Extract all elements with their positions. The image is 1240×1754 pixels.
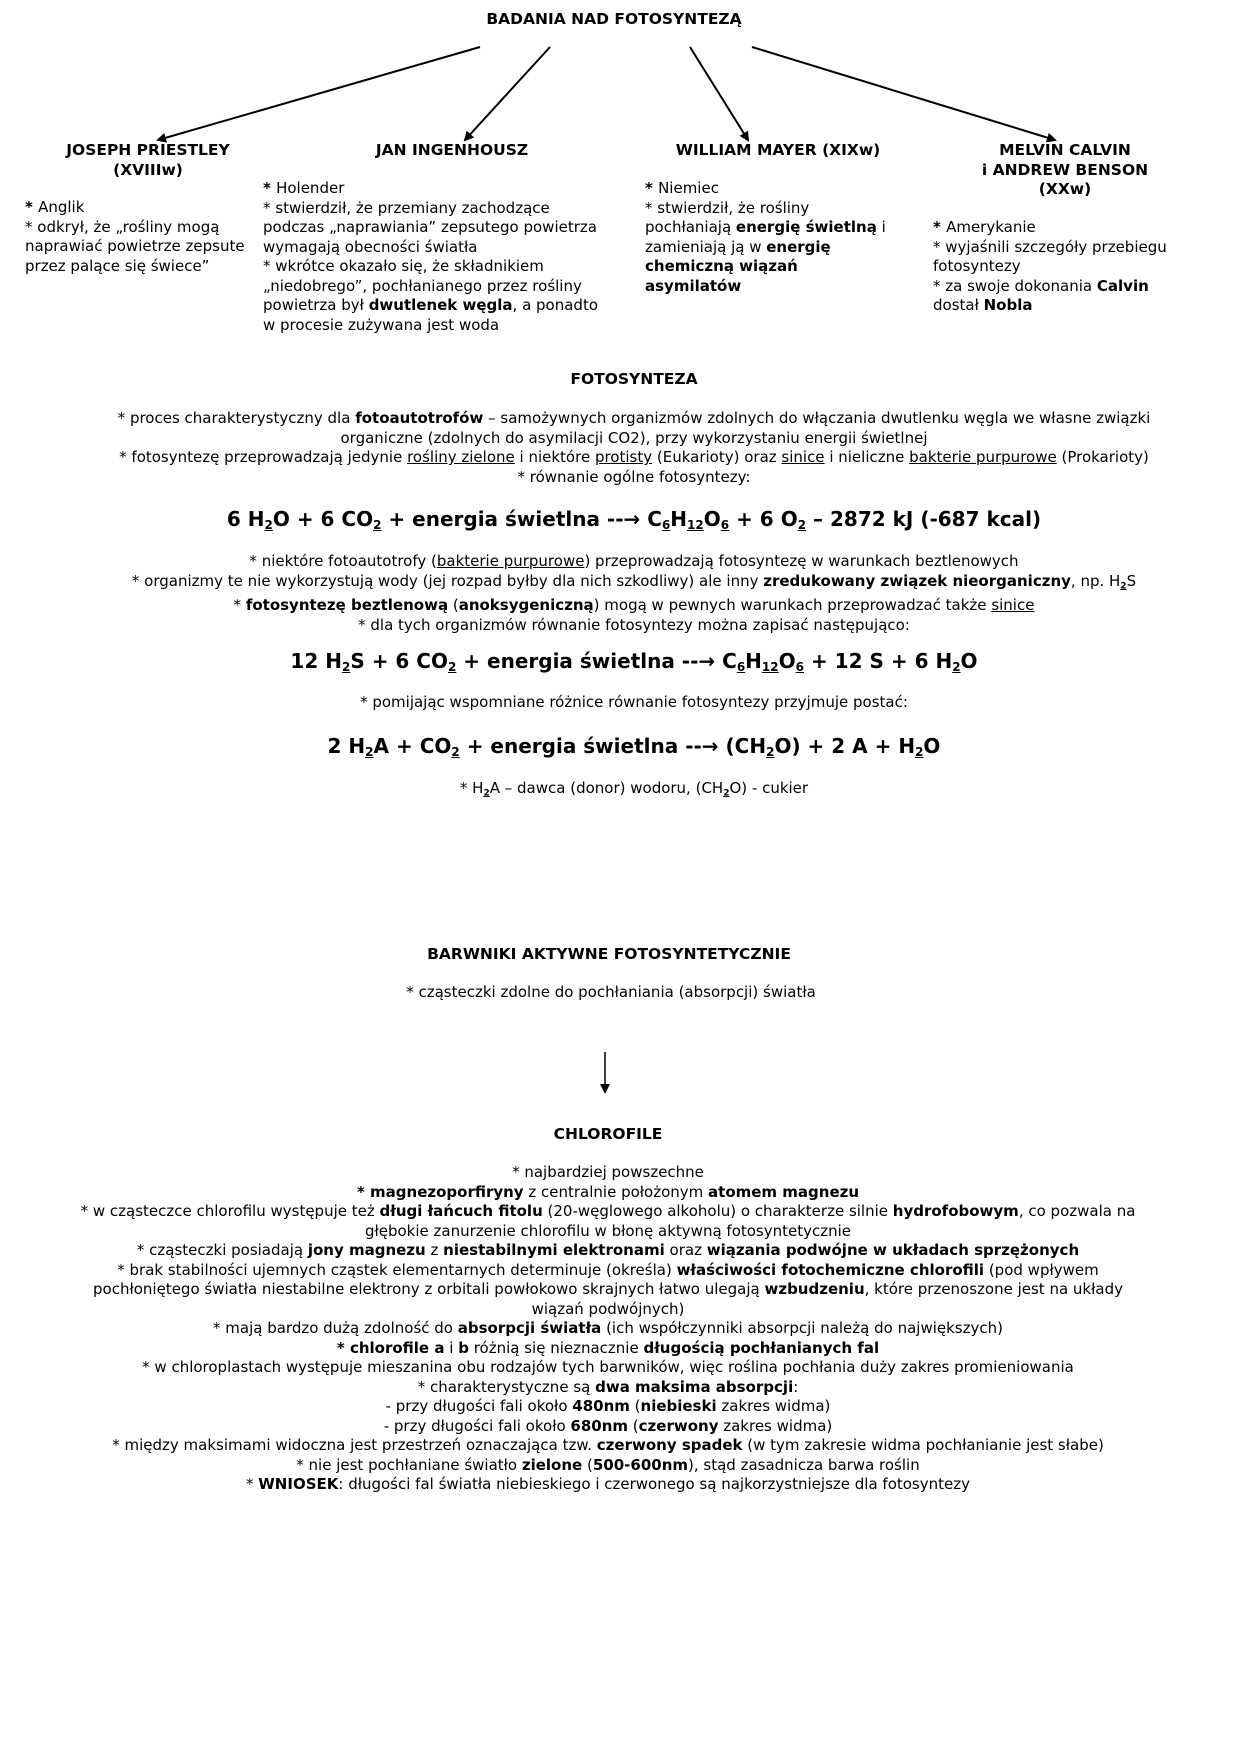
text-segment: * stwierdził, że przemiany zachodzące: [263, 198, 550, 217]
text-segment: * brak stabilności ujemnych cząstek elementarnych determinuje (określa): [117, 1260, 677, 1279]
text-segment: Holender: [276, 179, 345, 197]
calvin-benson-text: [933, 218, 1167, 316]
text-line: [0, 409, 1240, 429]
underlined-term: 2: [483, 788, 490, 799]
text-line: [0, 693, 1240, 713]
text-segment: (Eukarioty) oraz: [652, 448, 782, 466]
text-segment: (20-węglowego alkoholu) o charakterze silnie: [542, 1202, 893, 1220]
text-line: [263, 238, 598, 258]
text-segment: (pod wpływem: [984, 1260, 1099, 1279]
bold-term: wiązania podwójne w układach sprzężonych: [706, 1241, 1080, 1259]
underlined-term: sinice: [991, 596, 1035, 615]
text-segment: →: [701, 734, 719, 758]
text-segment: naprawiać powietrze zepsute: [25, 237, 245, 255]
text-segment: * stwierdził, że rośliny: [645, 198, 810, 217]
bold-term: anoksygeniczną: [458, 596, 594, 615]
bold-term: fotosyntezę beztlenową: [245, 596, 449, 615]
text-segment: H: [670, 507, 688, 531]
bold-term: * magnezoporfiryny: [356, 1182, 524, 1201]
text-segment: O + 6 CO: [272, 507, 374, 531]
underlined-term: bakterie purpurowe: [436, 552, 585, 570]
text-segment: *: [245, 1475, 259, 1493]
text-segment: ) przeprowadzają fotosyntezę w warunkach beztlenowych: [584, 552, 1019, 570]
text-segment: zakres widma): [716, 1397, 831, 1415]
underlined-term: 2: [766, 745, 775, 759]
text-segment: i: [444, 1338, 459, 1357]
text-segment: * cząsteczki posiadają: [136, 1241, 308, 1259]
text-segment: + energia świetlna --: [381, 507, 624, 531]
mayer-heading: [628, 141, 928, 161]
text-line: [0, 616, 1240, 636]
text-line: [0, 1261, 1216, 1281]
text-segment: pochłaniają: [645, 218, 736, 236]
fotosynteza-intro: [0, 409, 1240, 487]
bold-term: zredukowany związek nieorganiczny: [763, 571, 1071, 590]
bold-term: 500-600nm: [592, 1455, 689, 1474]
text-segment: * cząsteczki zdolne do pochłaniania (absorpcji) światła: [406, 983, 816, 1001]
underlined-term: bakterie purpurowe: [909, 448, 1057, 466]
text-line: [263, 296, 598, 316]
text-segment: * równanie ogólne fotosyntezy:: [517, 467, 751, 486]
text-segment: - przy długości fali około: [385, 1397, 573, 1415]
equation-oxygenic: [0, 507, 1240, 532]
text-line: [263, 218, 598, 238]
ingenhousz-heading: [332, 141, 572, 161]
text-segment: ), stąd zasadnicza barwa roślin: [688, 1455, 920, 1474]
text-segment: C: [640, 507, 662, 531]
text-segment: zakres widma): [718, 1416, 833, 1435]
text-line: [645, 257, 886, 277]
underlined-term: 2: [451, 745, 460, 759]
text-segment: , co pozwala na: [1018, 1202, 1136, 1220]
text-segment: (: [629, 1397, 641, 1415]
text-segment: (CH: [718, 734, 767, 758]
text-segment: O: [960, 649, 978, 673]
bold-term: czerwony spadek: [596, 1436, 743, 1454]
bold-term: dwa maksima absorpcji: [595, 1377, 794, 1396]
text-line: [0, 448, 1240, 468]
text-segment: i: [876, 218, 886, 236]
text-segment: głębokie zanurzenie chlorofilu w błonę aktywną fotosyntetycznie: [364, 1221, 852, 1240]
underlined-term: 2: [1120, 580, 1127, 591]
text-line: [0, 468, 1240, 488]
ingenhousz-text: [263, 179, 598, 335]
bold-term: Calvin: [1096, 276, 1149, 295]
text-segment: „niedobrego”, pochłanianego przez rośliny: [263, 276, 582, 295]
bold-term: energię: [766, 237, 831, 256]
underlined-term: 6: [720, 518, 730, 532]
text-segment: O) + 2 A + H: [774, 734, 916, 758]
text-line: [263, 257, 598, 277]
mayer-text: [645, 179, 886, 296]
text-line: [0, 1339, 1216, 1359]
underlined-term: 6: [795, 660, 804, 674]
arrow-to-priestley: [158, 47, 480, 140]
text-segment: Amerykanie: [946, 218, 1036, 236]
text-segment: * za swoje dokonania: [933, 276, 1097, 295]
text-segment: * proces charakterystyczny dla: [117, 409, 356, 427]
text-segment: * wyjaśnili szczegóły przebiegu: [933, 237, 1167, 256]
text-line: [645, 218, 886, 238]
text-segment: oraz: [664, 1241, 707, 1259]
text-line: [933, 218, 1167, 238]
text-segment: C: [715, 649, 737, 673]
text-line: [0, 1358, 1216, 1378]
text-line: [0, 1417, 1216, 1437]
text-segment: (Prokarioty): [1056, 448, 1149, 466]
text-segment: wiązań podwójnych): [531, 1299, 685, 1318]
bold-term: *: [645, 179, 659, 197]
underlined-term: 2: [373, 518, 382, 532]
bold-term: asymilatów: [645, 276, 742, 295]
general-equation-intro: [0, 693, 1240, 713]
bold-term: Nobla: [983, 296, 1033, 314]
priestley-text: [25, 198, 263, 276]
heading-line: JAN INGENHOUSZ: [375, 141, 529, 159]
underlined-term: protisty: [594, 448, 653, 466]
text-segment: * pomijając wspomniane różnice równanie fotosyntezy przyjmuje postać:: [360, 693, 908, 711]
bold-term: dwutlenek węgla: [368, 296, 513, 314]
text-line: [263, 179, 598, 199]
text-segment: 2 H: [327, 734, 366, 758]
priestley-heading: [28, 141, 268, 180]
text-line: [0, 1300, 1216, 1320]
text-segment: * dla tych organizmów równanie fotosyntezy można zapisać następująco:: [358, 615, 910, 634]
text-segment: + energia świetlna --: [459, 734, 702, 758]
text-segment: + energia świetlna --: [456, 649, 699, 673]
text-segment: (w tym zakresie widma pochłanianie jest słabe): [742, 1436, 1104, 1454]
bold-term: 480nm: [572, 1397, 630, 1415]
equation-anoxygenic: [0, 649, 1240, 674]
text-segment: dostał: [933, 296, 984, 314]
text-segment: 6 H: [226, 507, 265, 531]
text-segment: + 6 O: [729, 507, 798, 531]
bold-term: niebieski: [640, 1397, 717, 1415]
underlined-term: 2: [723, 788, 730, 799]
underlined-term: 2: [797, 518, 807, 532]
bold-term: chemiczną wiązań: [645, 257, 798, 275]
text-line: [0, 1280, 1216, 1300]
bold-term: niestabilnymi elektronami: [443, 1241, 665, 1259]
text-segment: * między maksimami widoczna jest przestrzeń oznaczająca tzw.: [112, 1436, 597, 1454]
text-segment: , które przenoszone jest na układy: [864, 1280, 1123, 1298]
bold-term: hydrofobowym: [892, 1202, 1019, 1220]
text-segment: * w chloroplastach występuje mieszanina obu rodzajów tych barwników, więc roślina pochłania duży zakres promieniowania: [142, 1358, 1074, 1376]
text-segment: (: [448, 596, 459, 615]
text-line: [0, 1436, 1216, 1456]
text-line: [0, 1163, 1216, 1183]
text-segment: podczas „naprawiania” zepsutego powietrza: [263, 218, 597, 236]
text-segment: * fotosyntezę przeprowadzają jedynie: [119, 448, 408, 466]
text-line: [933, 296, 1167, 316]
text-line: [0, 983, 1222, 1003]
text-line: [0, 552, 1240, 572]
text-segment: O: [923, 734, 941, 758]
barwniki-text: [0, 983, 1222, 1003]
text-line: [0, 1241, 1216, 1261]
text-line: [0, 596, 1240, 616]
bold-term: energię świetlną: [735, 218, 877, 236]
text-segment: A – dawca (donor) wodoru, (CH: [489, 779, 724, 797]
text-segment: : długości fal światła niebieskiego i czerwonego są najkorzystniejsze dla fotosyntezy: [338, 1475, 970, 1493]
text-line: [25, 237, 263, 257]
underlined-term: sinice: [781, 448, 825, 466]
text-segment: * w cząsteczce chlorofilu występuje też: [80, 1202, 380, 1220]
text-line: [645, 179, 886, 199]
text-segment: , a ponadto: [512, 296, 599, 314]
bold-term: absorpcji światła: [457, 1319, 602, 1337]
bold-term: 680nm: [570, 1416, 629, 1435]
calvin-benson-heading: [935, 141, 1195, 200]
text-segment: i niektóre: [514, 448, 595, 466]
text-segment: ) mogą w pewnych warunkach przeprowadzać także: [593, 596, 992, 615]
text-segment: – samożywnych organizmów zdolnych do włączania dwutlenku węgla we własne związki: [483, 409, 1151, 427]
text-segment: :: [793, 1377, 799, 1396]
text-segment: 12 H: [290, 649, 342, 673]
text-segment: Anglik: [38, 198, 85, 216]
text-line: [645, 238, 886, 258]
underlined-term: 6: [661, 518, 671, 532]
text-segment: →: [623, 507, 641, 531]
text-line: [0, 1183, 1216, 1203]
text-segment: – 2872 kJ (-687 kcal): [806, 507, 1042, 531]
heading-line: (XVIIIw): [113, 160, 183, 179]
bold-term: jony magnezu: [307, 1241, 426, 1259]
bold-term: fotoautotrofów: [355, 409, 484, 427]
text-line: [0, 1456, 1216, 1476]
text-segment: * odkrył, że „rośliny mogą: [25, 217, 220, 236]
underlined-term: 2: [915, 745, 924, 759]
bold-term: właściwości fotochemiczne chlorofili: [676, 1260, 985, 1279]
text-segment: + 12 S + 6 H: [804, 649, 953, 673]
bold-term: długością pochłanianych fal: [643, 1338, 880, 1357]
underlined-term: 2: [341, 660, 351, 674]
text-line: [933, 277, 1167, 297]
text-segment: * mają bardzo dużą zdolność do: [213, 1319, 458, 1337]
text-segment: z: [425, 1241, 444, 1259]
bold-term: długi łańcuch fitolu: [379, 1202, 543, 1220]
heading-line: MELVIN CALVIN: [999, 141, 1131, 159]
text-segment: * H: [459, 779, 484, 797]
text-line: [0, 1397, 1216, 1417]
text-line: [0, 1222, 1216, 1242]
text-segment: - przy długości fali około: [383, 1416, 571, 1435]
bold-term: zielone: [521, 1455, 583, 1474]
bold-term: WNIOSEK: [258, 1475, 339, 1493]
text-segment: H: [745, 649, 762, 673]
underlined-term: 2: [952, 660, 961, 674]
underlined-term: 12: [761, 660, 779, 674]
text-segment: Niemiec: [658, 179, 719, 197]
equation-general: [0, 734, 1240, 759]
text-line: [0, 429, 1240, 449]
bold-term: *: [263, 179, 277, 197]
document-title: BADANIA NAD FOTOSYNTEZĄ: [486, 10, 742, 28]
text-line: [0, 1475, 1216, 1495]
text-segment: różnią się nieznacznie: [468, 1338, 644, 1357]
text-segment: O: [703, 507, 721, 531]
text-segment: *: [233, 596, 246, 615]
text-line: [0, 779, 1240, 804]
chlorofile-text: [0, 1163, 1216, 1495]
text-line: [263, 316, 598, 336]
text-segment: powietrza był: [263, 296, 369, 314]
text-segment: i nieliczne: [824, 448, 910, 466]
text-line: [0, 1319, 1216, 1339]
bold-term: czerwony: [638, 1416, 719, 1435]
text-segment: (: [628, 1416, 639, 1435]
underlined-term: 2: [447, 660, 457, 674]
text-segment: * wkrótce okazało się, że składnikiem: [263, 257, 544, 275]
text-segment: * najbardziej powszechne: [512, 1163, 704, 1181]
underlined-term: 12: [687, 518, 704, 532]
text-line: [25, 257, 263, 277]
text-line: [0, 572, 1240, 597]
text-segment: O) - cukier: [729, 779, 809, 797]
text-segment: S: [1126, 571, 1137, 590]
text-segment: organiczne (zdolnych do asymilacji CO2), przy wykorzystaniu energii świetlnej: [340, 428, 928, 447]
barwniki-heading: BARWNIKI AKTYWNE FOTOSYNTETYCZNIE: [427, 945, 791, 963]
bold-term: *: [25, 198, 39, 216]
text-line: [263, 277, 598, 297]
text-segment: A + CO: [373, 734, 452, 758]
text-line: [933, 257, 1167, 277]
anaerobic-text: [0, 552, 1240, 635]
text-segment: (ich współczynniki absorpcji należą do największych): [601, 1319, 1003, 1337]
heading-line: JOSEPH PRIESTLEY: [66, 141, 230, 159]
text-segment: O: [778, 649, 796, 673]
text-line: [0, 1378, 1216, 1398]
chlorofile-heading: CHLOROFILE: [553, 1125, 663, 1143]
bold-term: atomem magnezu: [708, 1182, 860, 1201]
text-segment: przez palące się świece”: [25, 256, 210, 275]
text-segment: zamieniają ją w: [645, 237, 767, 256]
text-line: [25, 218, 263, 238]
arrow-to-mayer: [690, 47, 748, 140]
text-segment: * nie jest pochłaniane światło: [296, 1455, 522, 1474]
underlined-term: rośliny zielone: [407, 448, 515, 466]
text-line: [263, 199, 598, 219]
heading-line: WILLIAM MAYER (XIXw): [675, 141, 881, 159]
heading-line: i ANDREW BENSON: [981, 160, 1149, 179]
text-line: [645, 277, 886, 297]
bold-term: * chlorofile a: [336, 1338, 445, 1357]
bold-term: wzbudzeniu: [764, 1280, 865, 1298]
text-line: [25, 198, 263, 218]
text-segment: pochłoniętego światła niestabilne elektrony z orbitali powłokowo skrajnych łatwo ulegają: [93, 1280, 765, 1298]
text-line: [645, 199, 886, 219]
heading-line: (XXw): [1038, 180, 1092, 198]
arrow-to-calvin: [752, 47, 1055, 140]
text-segment: , np. H: [1070, 571, 1121, 590]
text-segment: * niektóre fotoautotrofy (: [249, 552, 437, 570]
text-segment: (: [582, 1455, 593, 1474]
text-line: [0, 1202, 1216, 1222]
text-segment: wymagają obecności światła: [263, 237, 478, 256]
underlined-term: 2: [264, 518, 273, 532]
text-segment: →: [698, 649, 716, 673]
equation-legend: [0, 779, 1240, 804]
bold-term: b: [458, 1338, 469, 1357]
text-segment: S + 6 CO: [350, 649, 448, 673]
bold-term: *: [933, 218, 947, 236]
text-segment: * charakterystyczne są: [417, 1377, 596, 1396]
text-segment: z centralnie położonym: [523, 1182, 709, 1201]
text-segment: * organizmy te nie wykorzystują wody (jej rozpad byłby dla nich szkodliwy) ale inny: [131, 571, 764, 590]
underlined-term: 2: [365, 745, 374, 759]
text-line: [933, 238, 1167, 258]
arrow-to-ingenhousz: [465, 47, 550, 140]
text-segment: fotosyntezy: [933, 257, 1021, 275]
underlined-term: 6: [736, 660, 746, 674]
fotosynteza-heading: FOTOSYNTEZA: [570, 370, 698, 388]
text-segment: w procesie zużywana jest woda: [263, 315, 500, 334]
